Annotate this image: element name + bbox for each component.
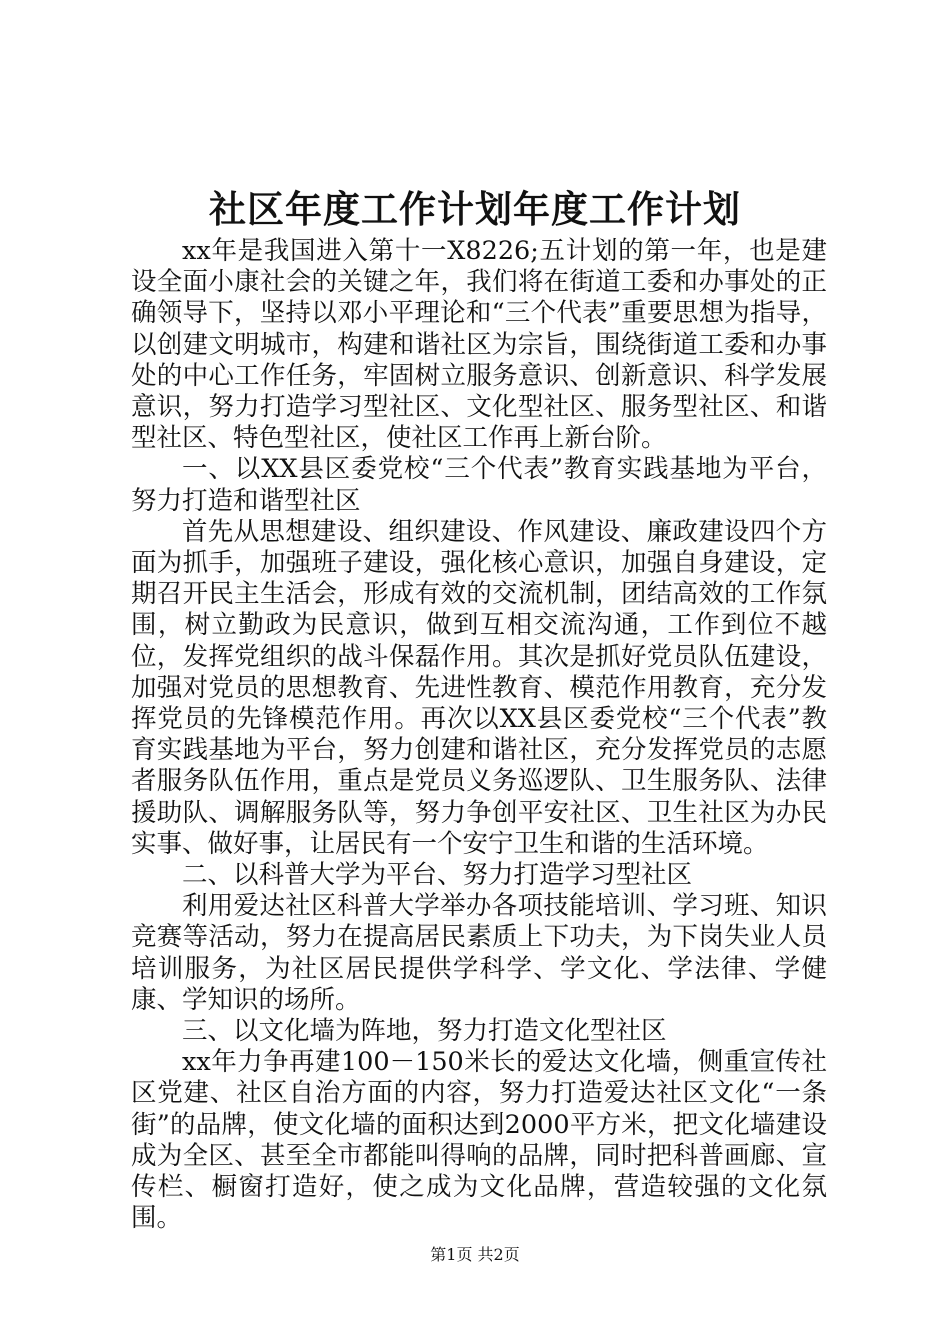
- section-heading-2: 二、以科普大学为平台、努力打造学习型社区: [182, 860, 693, 891]
- section-paragraph-2: 利用爱达社区科普大学举办各项技能培训、学习班、知识竞赛等活动，努力在提高居民素质上下功夫，为下岗失业人员培训服务，为社区居民提供学科学、学文化、学法律、学健康、学知识的场所。: [131, 891, 827, 1015]
- section-heading-1: 一、以XX县区委党校“三个代表”教育实践基地为平台，努力打造和谐型社区: [131, 454, 827, 516]
- intro-paragraph: xx年是我国进入第十一X8226;五计划的第一年，也是建设全面小康社会的关键之年，我们将在街道工委和办事处的正确领导下，坚持以邓小平理论和“三个代表”重要思想为指导，以创建文明城市，构建和谐社区为宗旨，围绕街道工委和办事处的中心工作任务，牢固树立服务意识、创新意识、科学发展意识，努力打造学习型社区、文化型社区、服务型社区、和谐型社区、特色型社区，使社区工作再上新台阶。: [131, 236, 827, 454]
- document-title: 社区年度工作计划年度工作计划: [209, 187, 741, 231]
- section-paragraph-1: 首先从思想建设、组织建设、作风建设、廉政建设四个方面为抓手，加强班子建设，强化核心意识，加强自身建设，定期召开民主生活会，形成有效的交流机制，团结高效的工作氛围，树立勤政为民意识，做到互相交流沟通，工作到位不越位，发挥党组织的战斗保磊作用。其次是抓好党员队伍建设，加强对党员的思想教育、先进性教育、模范作用教育，充分发挥党员的先锋模范作用。再次以XX县区委党校“三个代表”教育实践基地为平台，努力创建和谐社区，充分发挥党员的志愿者服务队伍作用，重点是党员义务巡逻队、卫生服务队、法律援助队、调解服务队等，努力争创平安社区、卫生社区为办民实事、做好事，让居民有一个安宁卫生和谐的生活环境。: [131, 516, 827, 859]
- document-body: [131, 236, 827, 1235]
- section-paragraph-3: xx年力争再建100－150米长的爱达文化墙，侧重宣传社区党建、社区自治方面的内容，努力打造爱达社区文化“一条街”的品牌，使文化墙的面积达到2000平方米，把文化墙建设成为全区、甚至全市都能叫得响的品牌，同时把科普画廊、宣传栏、橱窗打造好，使之成为文化品牌，营造较强的文化氛围。: [131, 1047, 827, 1234]
- section-heading-3: 三、以文化墙为阵地，努力打造文化型社区: [182, 1016, 667, 1047]
- page-footer: 第1页 共2页: [430, 1245, 520, 1264]
